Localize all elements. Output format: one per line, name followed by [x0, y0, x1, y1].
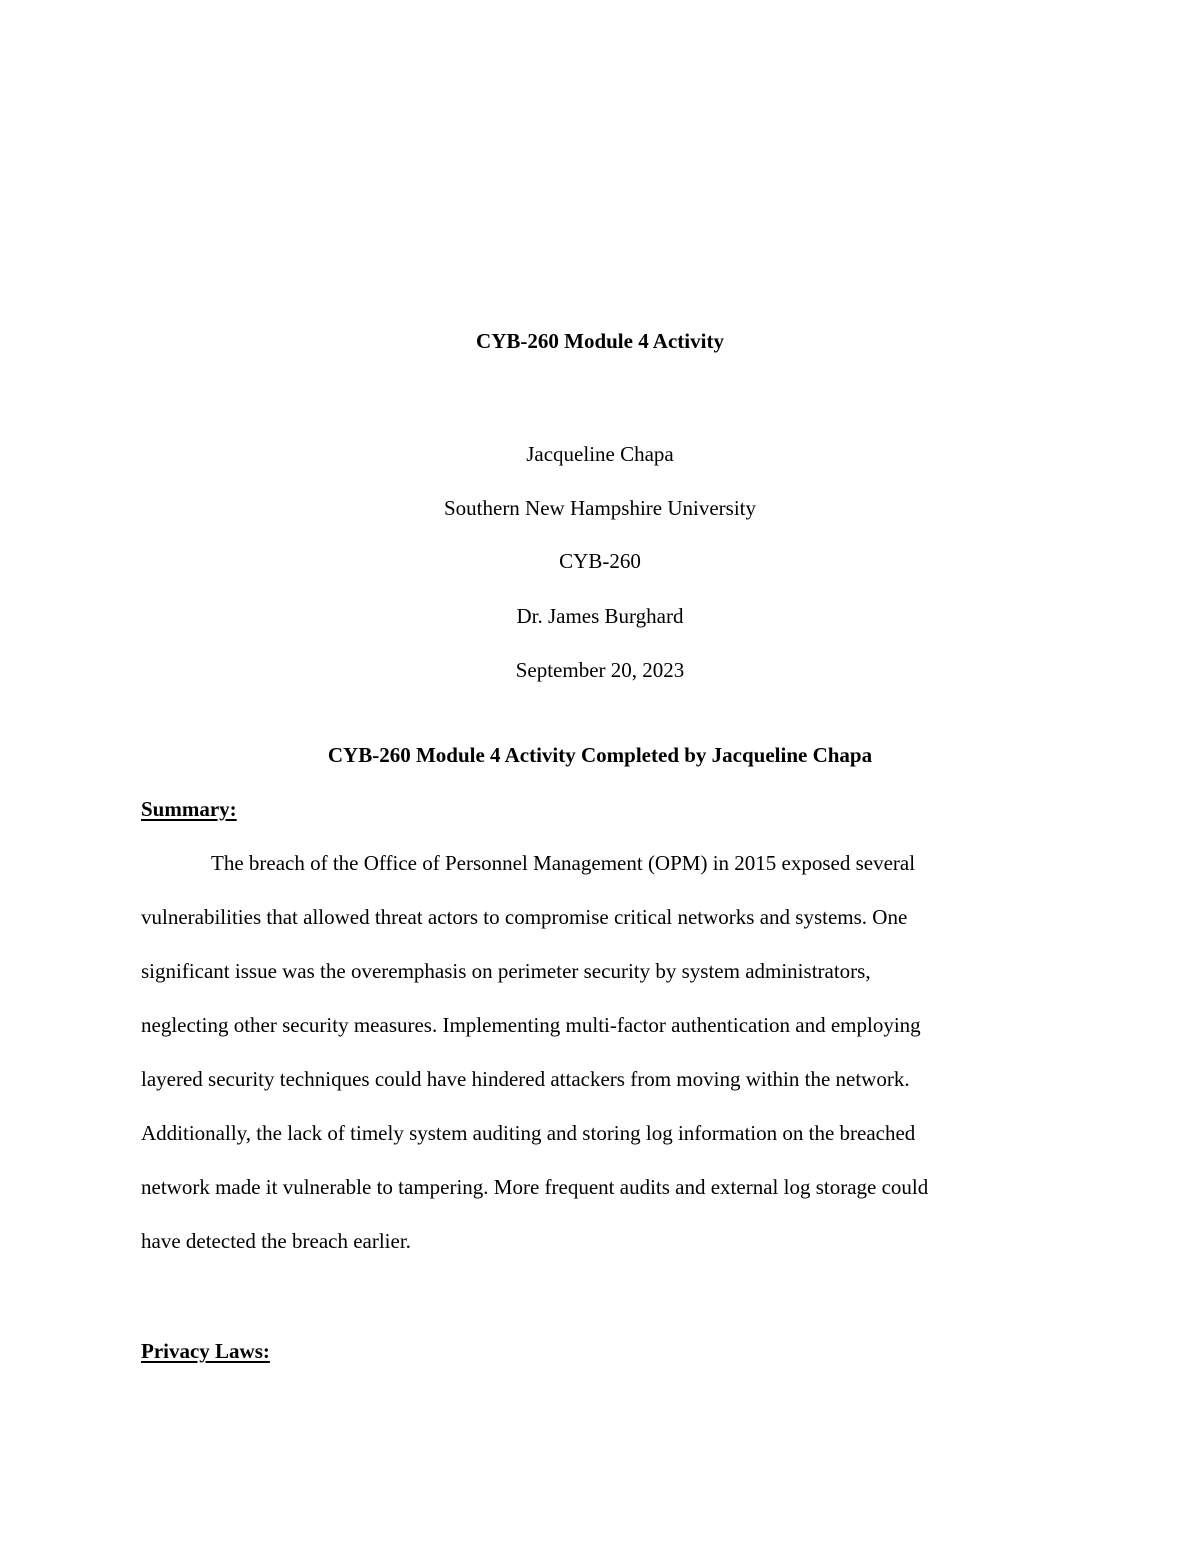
summary-line: significant issue was the overemphasis on perimeter security by system administrators, — [141, 959, 871, 983]
body-heading: CYB-260 Module 4 Activity Completed by Jacqueline Chapa — [327, 743, 873, 767]
privacy-laws-section-label: Privacy Laws: — [141, 1339, 270, 1363]
summary-line: neglecting other security measures. Implementing multi-factor authentication and employing — [141, 1013, 921, 1037]
document-title: CYB-260 Module 4 Activity — [476, 329, 724, 353]
institution-name: Southern New Hampshire University — [443, 496, 757, 520]
course-code: CYB-260 — [559, 549, 641, 573]
summary-line: have detected the breach earlier. — [141, 1229, 411, 1253]
summary-line: Additionally, the lack of timely system auditing and storing log information on the breached — [141, 1121, 916, 1145]
summary-line: The breach of the Office of Personnel Management (OPM) in 2015 exposed several — [211, 851, 916, 875]
author-name: Jacqueline Chapa — [526, 442, 674, 466]
summary-line: vulnerabilities that allowed threat actors to compromise critical networks and systems. One — [141, 905, 908, 929]
summary-section-label: Summary: — [141, 797, 237, 821]
instructor-name: Dr. James Burghard — [516, 604, 684, 628]
summary-line: network made it vulnerable to tampering. More frequent audits and external log storage could — [141, 1175, 929, 1199]
submission-date: September 20, 2023 — [515, 658, 685, 682]
summary-line: layered security techniques could have hindered attackers from moving within the network. — [141, 1067, 910, 1091]
